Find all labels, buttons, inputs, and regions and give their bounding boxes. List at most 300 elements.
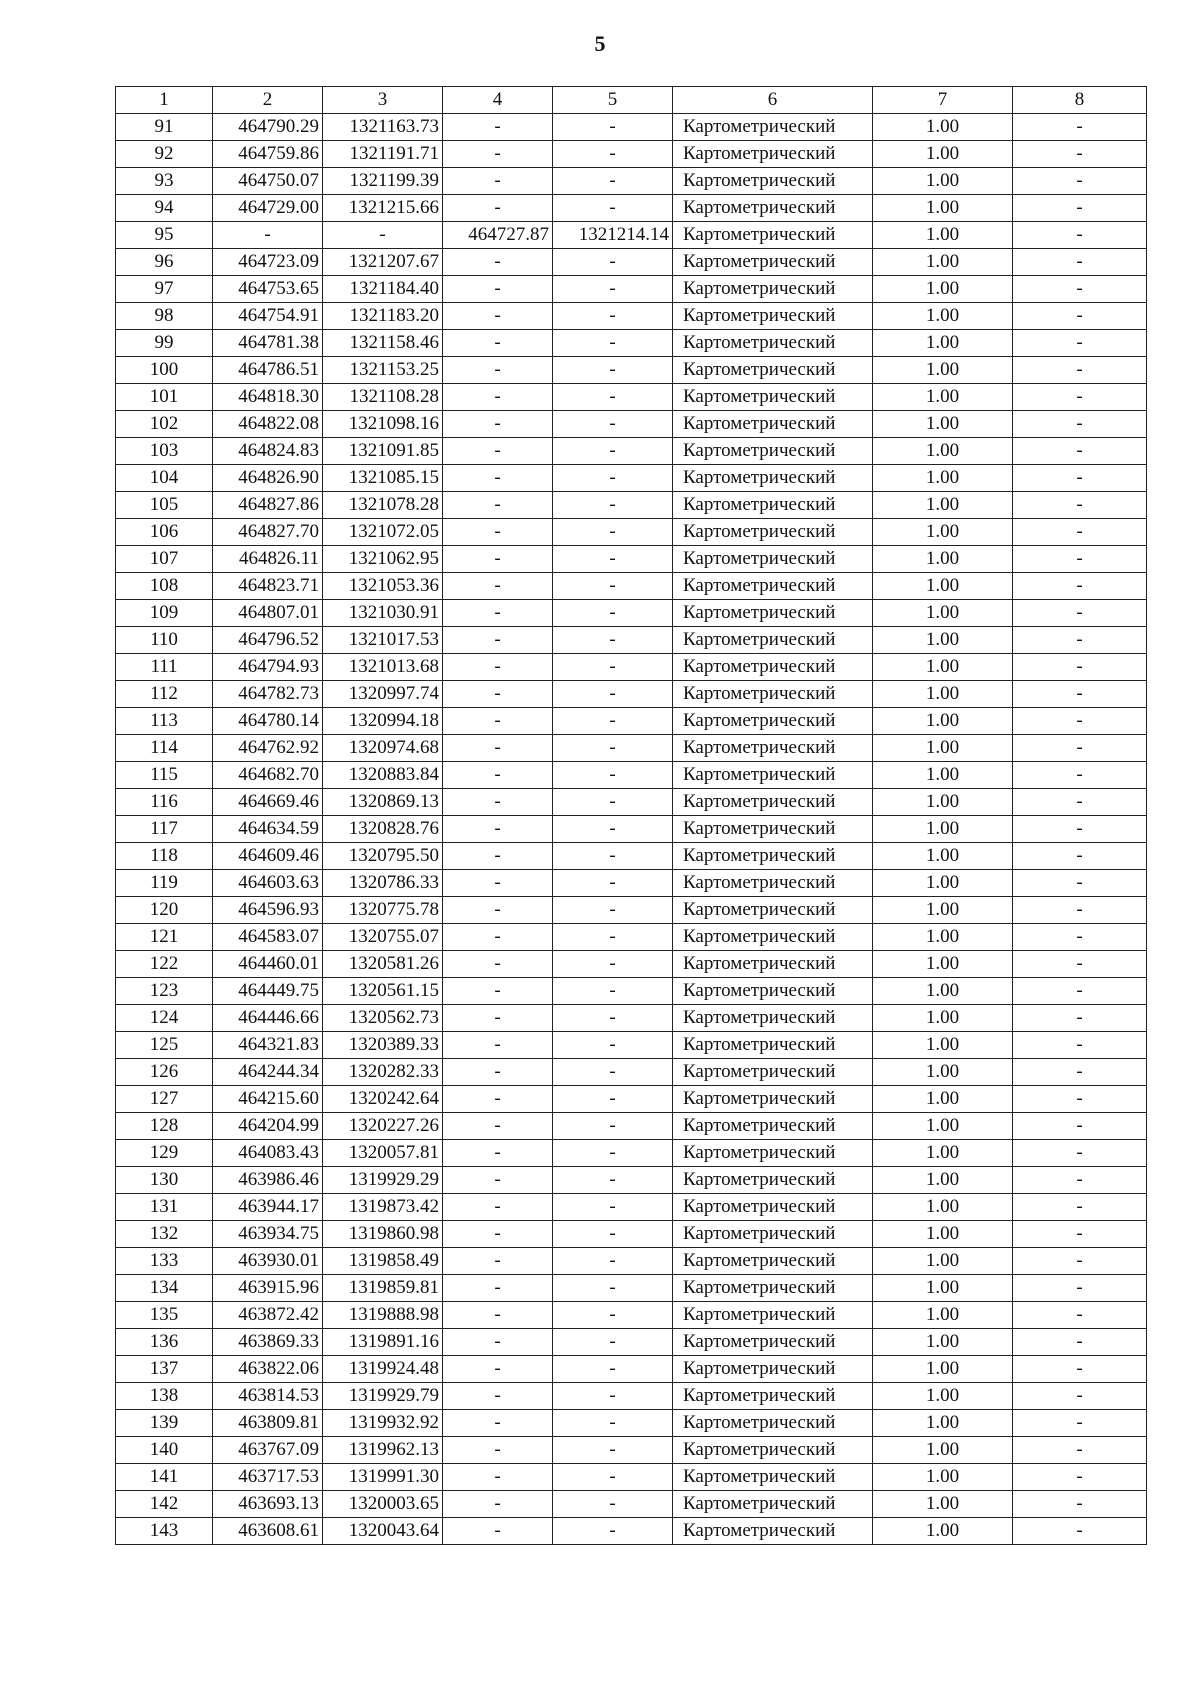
cell-point-number: 107 (116, 546, 213, 573)
cell-y-coordinate: 1320974.68 (323, 735, 443, 762)
cell-x-coordinate-alt: - (443, 114, 553, 141)
cell-method: Картометрический (673, 789, 873, 816)
table-row (116, 1059, 1147, 1086)
table-row (116, 357, 1147, 384)
column-header: 4 (443, 87, 553, 114)
cell-y-coordinate-alt: - (553, 951, 673, 978)
cell-accuracy: 1.00 (873, 438, 1013, 465)
cell-x-coordinate-alt: - (443, 276, 553, 303)
cell-point-number: 94 (116, 195, 213, 222)
cell-y-coordinate-alt: - (553, 465, 673, 492)
cell-note: - (1013, 978, 1147, 1005)
cell-y-coordinate: 1320282.33 (323, 1059, 443, 1086)
cell-point-number: 129 (116, 1140, 213, 1167)
cell-point-number: 102 (116, 411, 213, 438)
cell-method: Картометрический (673, 303, 873, 330)
cell-x-coordinate: 464822.08 (213, 411, 323, 438)
cell-x-coordinate: 464449.75 (213, 978, 323, 1005)
cell-x-coordinate-alt: - (443, 1221, 553, 1248)
cell-point-number: 128 (116, 1113, 213, 1140)
cell-y-coordinate: 1320242.64 (323, 1086, 443, 1113)
cell-accuracy: 1.00 (873, 1329, 1013, 1356)
cell-point-number: 143 (116, 1518, 213, 1545)
cell-x-coordinate: 464786.51 (213, 357, 323, 384)
table-row (116, 1167, 1147, 1194)
cell-x-coordinate-alt: - (443, 708, 553, 735)
table-row (116, 249, 1147, 276)
table-row (116, 1221, 1147, 1248)
cell-accuracy: 1.00 (873, 492, 1013, 519)
cell-accuracy: 1.00 (873, 924, 1013, 951)
cell-note: - (1013, 573, 1147, 600)
cell-note: - (1013, 249, 1147, 276)
table-row (116, 276, 1147, 303)
cell-accuracy: 1.00 (873, 762, 1013, 789)
cell-method: Картометрический (673, 1464, 873, 1491)
cell-y-coordinate-alt: - (553, 1005, 673, 1032)
cell-y-coordinate-alt: - (553, 1140, 673, 1167)
cell-point-number: 120 (116, 897, 213, 924)
cell-x-coordinate: 464753.65 (213, 276, 323, 303)
cell-point-number: 140 (116, 1437, 213, 1464)
cell-y-coordinate-alt: - (553, 978, 673, 1005)
cell-y-coordinate: 1320227.26 (323, 1113, 443, 1140)
cell-point-number: 97 (116, 276, 213, 303)
table-row (116, 1248, 1147, 1275)
cell-x-coordinate-alt: - (443, 1491, 553, 1518)
cell-y-coordinate-alt: - (553, 762, 673, 789)
cell-y-coordinate: 1321078.28 (323, 492, 443, 519)
cell-y-coordinate: 1320057.81 (323, 1140, 443, 1167)
cell-x-coordinate-alt: - (443, 357, 553, 384)
cell-accuracy: 1.00 (873, 789, 1013, 816)
cell-note: - (1013, 1248, 1147, 1275)
cell-note: - (1013, 1410, 1147, 1437)
cell-y-coordinate: 1321158.46 (323, 330, 443, 357)
cell-note: - (1013, 168, 1147, 195)
cell-point-number: 109 (116, 600, 213, 627)
table-body (116, 114, 1147, 1545)
cell-point-number: 139 (116, 1410, 213, 1437)
cell-note: - (1013, 492, 1147, 519)
table-row (116, 411, 1147, 438)
cell-y-coordinate-alt: - (553, 654, 673, 681)
cell-method: Картометрический (673, 519, 873, 546)
cell-point-number: 141 (116, 1464, 213, 1491)
cell-y-coordinate-alt: - (553, 681, 673, 708)
cell-note: - (1013, 627, 1147, 654)
cell-x-coordinate-alt: 464727.87 (443, 222, 553, 249)
cell-y-coordinate-alt: - (553, 1437, 673, 1464)
cell-x-coordinate: 464794.93 (213, 654, 323, 681)
cell-accuracy: 1.00 (873, 1194, 1013, 1221)
cell-x-coordinate-alt: - (443, 816, 553, 843)
cell-y-coordinate: 1320043.64 (323, 1518, 443, 1545)
cell-method: Картометрический (673, 1491, 873, 1518)
table-row (116, 1410, 1147, 1437)
cell-method: Картометрический (673, 276, 873, 303)
cell-y-coordinate-alt: - (553, 1491, 673, 1518)
cell-method: Картометрический (673, 114, 873, 141)
cell-note: - (1013, 1302, 1147, 1329)
cell-y-coordinate-alt: - (553, 1410, 673, 1437)
cell-note: - (1013, 1140, 1147, 1167)
cell-method: Картометрический (673, 600, 873, 627)
cell-method: Картометрический (673, 1167, 873, 1194)
cell-accuracy: 1.00 (873, 1383, 1013, 1410)
cell-x-coordinate: 463822.06 (213, 1356, 323, 1383)
cell-x-coordinate-alt: - (443, 1059, 553, 1086)
cell-x-coordinate: 464729.00 (213, 195, 323, 222)
cell-x-coordinate: 464826.11 (213, 546, 323, 573)
cell-x-coordinate: 464796.52 (213, 627, 323, 654)
table-row (116, 1140, 1147, 1167)
cell-accuracy: 1.00 (873, 600, 1013, 627)
cell-accuracy: 1.00 (873, 1086, 1013, 1113)
cell-accuracy: 1.00 (873, 627, 1013, 654)
cell-x-coordinate-alt: - (443, 951, 553, 978)
cell-y-coordinate: 1320561.15 (323, 978, 443, 1005)
cell-x-coordinate: 464780.14 (213, 708, 323, 735)
cell-y-coordinate: 1320003.65 (323, 1491, 443, 1518)
cell-y-coordinate-alt: - (553, 1518, 673, 1545)
cell-x-coordinate-alt: - (443, 1113, 553, 1140)
cell-method: Картометрический (673, 573, 873, 600)
cell-method: Картометрический (673, 1437, 873, 1464)
cell-point-number: 142 (116, 1491, 213, 1518)
cell-x-coordinate: 463717.53 (213, 1464, 323, 1491)
cell-x-coordinate-alt: - (443, 438, 553, 465)
cell-y-coordinate-alt: - (553, 789, 673, 816)
table-row (116, 168, 1147, 195)
cell-note: - (1013, 600, 1147, 627)
cell-y-coordinate: 1321030.91 (323, 600, 443, 627)
cell-x-coordinate-alt: - (443, 1194, 553, 1221)
cell-point-number: 95 (116, 222, 213, 249)
cell-y-coordinate-alt: - (553, 141, 673, 168)
cell-y-coordinate-alt: - (553, 897, 673, 924)
table-row (116, 546, 1147, 573)
cell-x-coordinate: 464446.66 (213, 1005, 323, 1032)
table-row (116, 735, 1147, 762)
cell-y-coordinate-alt: - (553, 708, 673, 735)
table-row (116, 600, 1147, 627)
cell-y-coordinate: 1321207.67 (323, 249, 443, 276)
cell-y-coordinate-alt: 1321214.14 (553, 222, 673, 249)
cell-x-coordinate: 464460.01 (213, 951, 323, 978)
cell-x-coordinate: 463608.61 (213, 1518, 323, 1545)
cell-accuracy: 1.00 (873, 978, 1013, 1005)
cell-y-coordinate-alt: - (553, 1275, 673, 1302)
cell-accuracy: 1.00 (873, 735, 1013, 762)
cell-x-coordinate-alt: - (443, 1275, 553, 1302)
cell-note: - (1013, 411, 1147, 438)
cell-y-coordinate: 1319891.16 (323, 1329, 443, 1356)
cell-y-coordinate-alt: - (553, 114, 673, 141)
cell-method: Картометрический (673, 438, 873, 465)
cell-method: Картометрический (673, 1059, 873, 1086)
cell-x-coordinate: 464321.83 (213, 1032, 323, 1059)
table-row (116, 627, 1147, 654)
cell-note: - (1013, 546, 1147, 573)
cell-point-number: 108 (116, 573, 213, 600)
cell-accuracy: 1.00 (873, 465, 1013, 492)
cell-point-number: 115 (116, 762, 213, 789)
cell-y-coordinate-alt: - (553, 519, 673, 546)
cell-method: Картометрический (673, 708, 873, 735)
cell-point-number: 117 (116, 816, 213, 843)
cell-method: Картометрический (673, 411, 873, 438)
cell-x-coordinate-alt: - (443, 546, 553, 573)
cell-y-coordinate: 1320755.07 (323, 924, 443, 951)
cell-accuracy: 1.00 (873, 1518, 1013, 1545)
cell-y-coordinate: 1319873.42 (323, 1194, 443, 1221)
cell-note: - (1013, 303, 1147, 330)
cell-x-coordinate-alt: - (443, 573, 553, 600)
cell-note: - (1013, 735, 1147, 762)
cell-accuracy: 1.00 (873, 222, 1013, 249)
cell-point-number: 96 (116, 249, 213, 276)
cell-y-coordinate: 1320562.73 (323, 1005, 443, 1032)
cell-accuracy: 1.00 (873, 141, 1013, 168)
cell-x-coordinate-alt: - (443, 303, 553, 330)
cell-point-number: 112 (116, 681, 213, 708)
cell-x-coordinate: - (213, 222, 323, 249)
cell-accuracy: 1.00 (873, 303, 1013, 330)
table-row (116, 222, 1147, 249)
cell-x-coordinate-alt: - (443, 1086, 553, 1113)
cell-x-coordinate-alt: - (443, 330, 553, 357)
cell-x-coordinate-alt: - (443, 1518, 553, 1545)
cell-accuracy: 1.00 (873, 1491, 1013, 1518)
cell-accuracy: 1.00 (873, 654, 1013, 681)
cell-accuracy: 1.00 (873, 1221, 1013, 1248)
cell-note: - (1013, 519, 1147, 546)
cell-point-number: 104 (116, 465, 213, 492)
cell-accuracy: 1.00 (873, 384, 1013, 411)
table-row (116, 573, 1147, 600)
cell-x-coordinate: 463986.46 (213, 1167, 323, 1194)
cell-method: Картометрический (673, 546, 873, 573)
cell-point-number: 126 (116, 1059, 213, 1086)
cell-accuracy: 1.00 (873, 168, 1013, 195)
cell-point-number: 111 (116, 654, 213, 681)
cell-method: Картометрический (673, 1383, 873, 1410)
cell-y-coordinate: 1319888.98 (323, 1302, 443, 1329)
cell-y-coordinate-alt: - (553, 249, 673, 276)
cell-note: - (1013, 384, 1147, 411)
cell-y-coordinate: 1320775.78 (323, 897, 443, 924)
cell-y-coordinate-alt: - (553, 627, 673, 654)
cell-y-coordinate: 1320786.33 (323, 870, 443, 897)
cell-note: - (1013, 357, 1147, 384)
cell-x-coordinate-alt: - (443, 141, 553, 168)
cell-method: Картометрический (673, 330, 873, 357)
table-row (116, 330, 1147, 357)
cell-x-coordinate-alt: - (443, 1383, 553, 1410)
cell-point-number: 98 (116, 303, 213, 330)
cell-method: Картометрический (673, 1248, 873, 1275)
cell-note: - (1013, 1464, 1147, 1491)
cell-point-number: 113 (116, 708, 213, 735)
cell-point-number: 137 (116, 1356, 213, 1383)
cell-accuracy: 1.00 (873, 1113, 1013, 1140)
cell-point-number: 105 (116, 492, 213, 519)
cell-y-coordinate-alt: - (553, 438, 673, 465)
table-row (116, 1383, 1147, 1410)
table-row (116, 492, 1147, 519)
cell-note: - (1013, 1329, 1147, 1356)
cell-method: Картометрический (673, 1005, 873, 1032)
cell-note: - (1013, 897, 1147, 924)
table-row (116, 1329, 1147, 1356)
cell-method: Картометрический (673, 762, 873, 789)
table-row (116, 465, 1147, 492)
cell-y-coordinate: 1320997.74 (323, 681, 443, 708)
table-row (116, 1518, 1147, 1545)
cell-y-coordinate: 1321091.85 (323, 438, 443, 465)
cell-point-number: 124 (116, 1005, 213, 1032)
cell-y-coordinate: 1319858.49 (323, 1248, 443, 1275)
cell-y-coordinate: 1321072.05 (323, 519, 443, 546)
cell-accuracy: 1.00 (873, 1464, 1013, 1491)
cell-x-coordinate-alt: - (443, 168, 553, 195)
cell-note: - (1013, 438, 1147, 465)
cell-y-coordinate-alt: - (553, 1302, 673, 1329)
cell-point-number: 134 (116, 1275, 213, 1302)
cell-x-coordinate-alt: - (443, 1005, 553, 1032)
cell-x-coordinate: 464824.83 (213, 438, 323, 465)
cell-method: Картометрический (673, 1140, 873, 1167)
cell-x-coordinate: 464603.63 (213, 870, 323, 897)
cell-x-coordinate-alt: - (443, 195, 553, 222)
cell-y-coordinate: 1321085.15 (323, 465, 443, 492)
table-row (116, 1275, 1147, 1302)
cell-point-number: 132 (116, 1221, 213, 1248)
cell-x-coordinate: 464682.70 (213, 762, 323, 789)
cell-note: - (1013, 465, 1147, 492)
cell-x-coordinate-alt: - (443, 492, 553, 519)
cell-x-coordinate: 464754.91 (213, 303, 323, 330)
header-row (116, 87, 1147, 114)
cell-accuracy: 1.00 (873, 1005, 1013, 1032)
column-header: 6 (673, 87, 873, 114)
cell-point-number: 130 (116, 1167, 213, 1194)
cell-method: Картометрический (673, 1113, 873, 1140)
cell-y-coordinate-alt: - (553, 357, 673, 384)
cell-note: - (1013, 708, 1147, 735)
cell-y-coordinate-alt: - (553, 1383, 673, 1410)
cell-y-coordinate-alt: - (553, 168, 673, 195)
table-row (116, 1437, 1147, 1464)
cell-y-coordinate-alt: - (553, 330, 673, 357)
table-row (116, 1302, 1147, 1329)
cell-method: Картометрический (673, 1410, 873, 1437)
cell-method: Картометрический (673, 816, 873, 843)
table-row (116, 1356, 1147, 1383)
cell-y-coordinate: 1321191.71 (323, 141, 443, 168)
cell-point-number: 114 (116, 735, 213, 762)
cell-y-coordinate-alt: - (553, 735, 673, 762)
cell-x-coordinate: 464204.99 (213, 1113, 323, 1140)
table-row (116, 654, 1147, 681)
cell-note: - (1013, 1518, 1147, 1545)
cell-method: Картометрический (673, 1329, 873, 1356)
cell-method: Картометрический (673, 1275, 873, 1302)
cell-note: - (1013, 1491, 1147, 1518)
cell-y-coordinate-alt: - (553, 1248, 673, 1275)
cell-y-coordinate: 1321183.20 (323, 303, 443, 330)
table-row (116, 114, 1147, 141)
cell-point-number: 100 (116, 357, 213, 384)
cell-x-coordinate-alt: - (443, 519, 553, 546)
table-row (116, 384, 1147, 411)
cell-point-number: 118 (116, 843, 213, 870)
cell-accuracy: 1.00 (873, 1032, 1013, 1059)
cell-method: Картометрический (673, 897, 873, 924)
column-header: 7 (873, 87, 1013, 114)
cell-x-coordinate-alt: - (443, 843, 553, 870)
cell-accuracy: 1.00 (873, 195, 1013, 222)
cell-point-number: 123 (116, 978, 213, 1005)
cell-x-coordinate: 464827.70 (213, 519, 323, 546)
cell-y-coordinate-alt: - (553, 276, 673, 303)
column-header: 1 (116, 87, 213, 114)
cell-method: Картометрический (673, 843, 873, 870)
table-row (116, 1032, 1147, 1059)
cell-y-coordinate: 1320828.76 (323, 816, 443, 843)
cell-accuracy: 1.00 (873, 276, 1013, 303)
cell-method: Картометрический (673, 951, 873, 978)
cell-y-coordinate-alt: - (553, 195, 673, 222)
table-row (116, 1005, 1147, 1032)
cell-x-coordinate: 463934.75 (213, 1221, 323, 1248)
table-row (116, 681, 1147, 708)
cell-x-coordinate: 464750.07 (213, 168, 323, 195)
cell-accuracy: 1.00 (873, 843, 1013, 870)
cell-x-coordinate-alt: - (443, 1248, 553, 1275)
cell-y-coordinate: 1320869.13 (323, 789, 443, 816)
cell-method: Картометрический (673, 141, 873, 168)
table-row (116, 519, 1147, 546)
cell-method: Картометрический (673, 1032, 873, 1059)
cell-note: - (1013, 1005, 1147, 1032)
cell-y-coordinate: 1321017.53 (323, 627, 443, 654)
cell-note: - (1013, 789, 1147, 816)
cell-x-coordinate: 464818.30 (213, 384, 323, 411)
cell-x-coordinate-alt: - (443, 1464, 553, 1491)
cell-y-coordinate: 1319932.92 (323, 1410, 443, 1437)
cell-y-coordinate-alt: - (553, 303, 673, 330)
cell-x-coordinate: 464215.60 (213, 1086, 323, 1113)
cell-x-coordinate: 463767.09 (213, 1437, 323, 1464)
cell-y-coordinate: 1319929.79 (323, 1383, 443, 1410)
cell-y-coordinate-alt: - (553, 1194, 673, 1221)
cell-accuracy: 1.00 (873, 357, 1013, 384)
cell-accuracy: 1.00 (873, 681, 1013, 708)
cell-method: Картометрический (673, 681, 873, 708)
cell-accuracy: 1.00 (873, 1275, 1013, 1302)
table-row (116, 924, 1147, 951)
cell-point-number: 131 (116, 1194, 213, 1221)
cell-x-coordinate: 463809.81 (213, 1410, 323, 1437)
cell-y-coordinate-alt: - (553, 1356, 673, 1383)
cell-y-coordinate-alt: - (553, 1086, 673, 1113)
cell-note: - (1013, 195, 1147, 222)
cell-y-coordinate: 1319860.98 (323, 1221, 443, 1248)
cell-note: - (1013, 1383, 1147, 1410)
cell-accuracy: 1.00 (873, 249, 1013, 276)
